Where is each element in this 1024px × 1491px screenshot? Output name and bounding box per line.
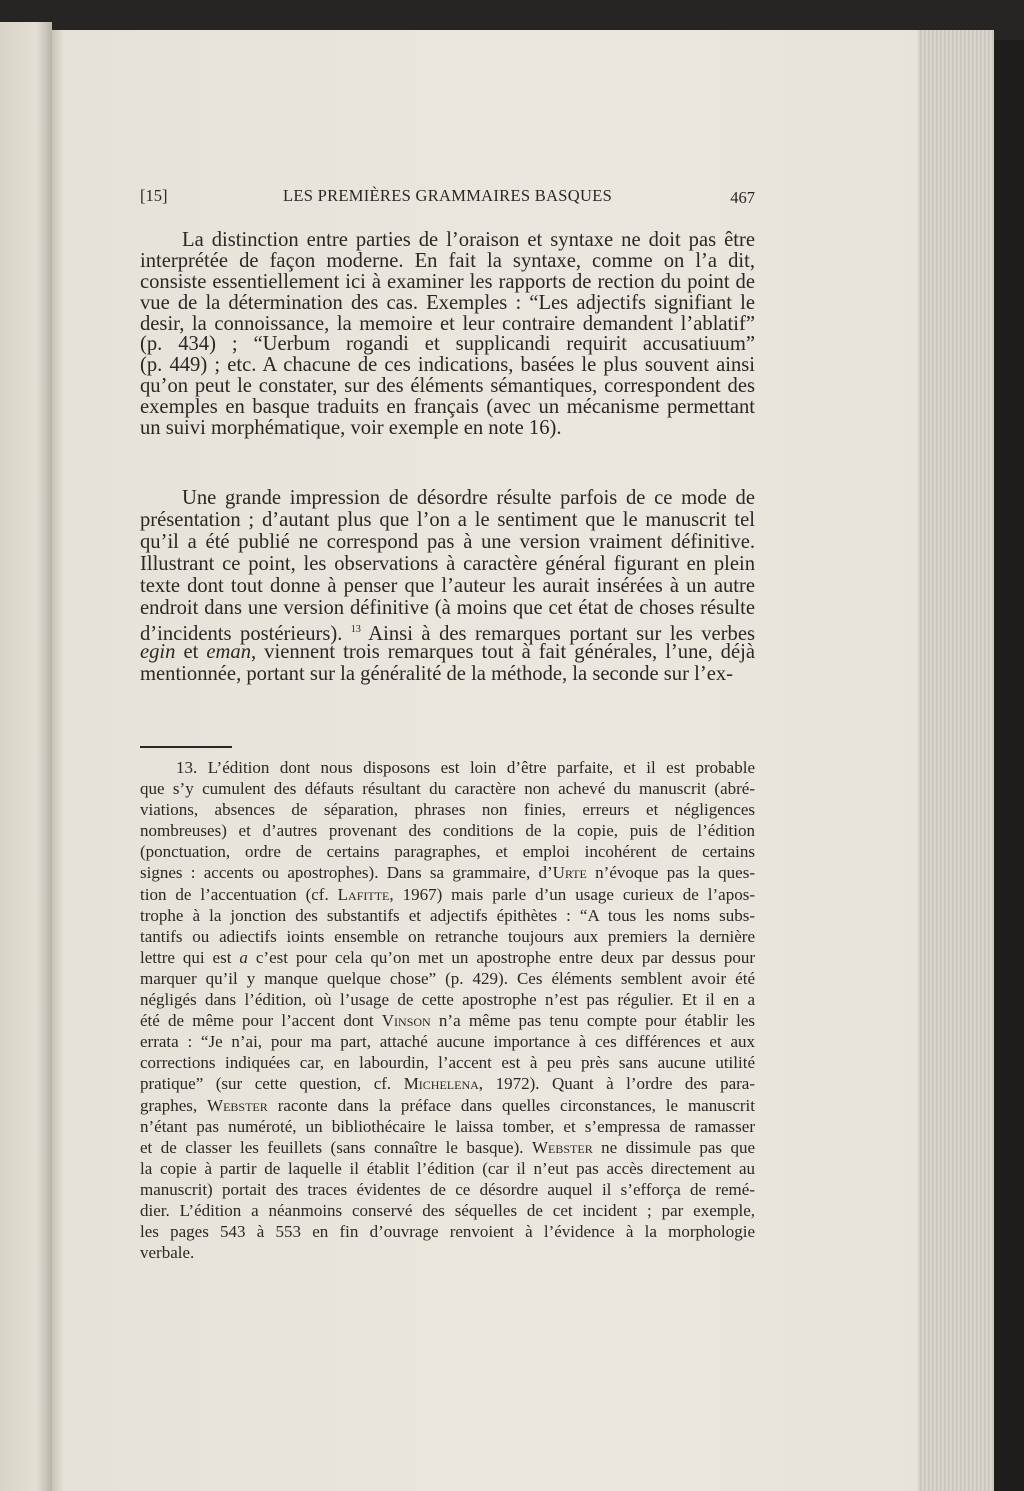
text-segment: (ponctuation, ordre de certains paragraphes, et emploi incohérent de certains [140, 842, 755, 862]
text-line [140, 1010, 755, 1031]
text-line [140, 757, 755, 778]
text-line [140, 1242, 755, 1263]
paragraph-1 [140, 230, 755, 439]
text-segment: qu’il a été publié ne correspond pas à une version vraiment définitive. [140, 531, 755, 553]
text-line [140, 799, 755, 820]
text-line [140, 619, 755, 645]
text-line [140, 884, 755, 905]
text-segment: eman, [206, 641, 257, 663]
text-line [140, 397, 755, 418]
text-segment: que s’y cumulent des défauts résultant du caractère non achevé du manuscrit (abré- [140, 779, 755, 799]
text-line [140, 947, 755, 968]
text-segment: c’est pour cela qu’on met un apostrophe entre deux par dessus pour [247, 947, 756, 967]
text-line [140, 553, 755, 575]
text-segment: Urte [552, 863, 587, 883]
text-line [140, 230, 755, 251]
text-segment: ne dissimule pas que [592, 1137, 756, 1157]
text-segment: n’étant pas numéroté, un bibliothécaire le laissa tomber, et s’empressa de ramasser [140, 1116, 755, 1136]
text-line [140, 597, 755, 619]
text-line [140, 1137, 755, 1158]
text-segment: , 1972). Quant à l’ordre des para- [478, 1074, 756, 1094]
text-segment: signes : accents ou apostrophes). Dans sa grammaire, d’ [140, 863, 553, 883]
text-segment: lettre qui est [140, 947, 240, 967]
text-line [140, 272, 755, 293]
text-segment: qu’on peut le constater, sur des éléments sémantiques, correspondent des [140, 375, 755, 398]
text-line [140, 314, 755, 335]
text-segment: 13. L’édition dont nous disposons est loin d’être parfaite, et il est probable [176, 758, 755, 777]
text-line [140, 1200, 755, 1221]
text-line [140, 862, 755, 883]
text-segment: tion de l’accentuation (cf. [140, 884, 338, 904]
text-segment: egin [140, 641, 176, 663]
text-segment: un suivi morphématique, voir exemple en note 16). [140, 417, 562, 440]
text-line [140, 1179, 755, 1200]
text-line [140, 641, 755, 663]
page-number: 467 [730, 188, 755, 207]
text-line [140, 293, 755, 314]
text-segment: exemples en basque traduits en français (avec un mécanisme permettant [140, 396, 755, 419]
text-line [140, 1031, 755, 1052]
text-segment: , 1967) mais parle d’un usage curieux de l’apos- [389, 884, 755, 904]
text-segment: les pages 543 à 553 en fin d’ouvrage renvoient à l’évidence à la morphologie [140, 1222, 755, 1242]
text-segment: consiste essentiellement ici à examiner les rapports de rection du point de [140, 270, 755, 293]
text-segment: interprétée de façon moderne. En fait la syntaxe, comme on l’a dit, [140, 249, 755, 272]
text-line [140, 968, 755, 989]
text-segment: Michelena [403, 1074, 479, 1094]
text-line [140, 251, 755, 272]
text-segment: mentionnée, portant sur la généralité de la méthode, la seconde sur l’ex- [140, 663, 733, 685]
text-segment: manuscrit) portait des traces évidentes de ce désordre auquel il s’efforça de remé- [140, 1179, 755, 1199]
text-line [140, 820, 755, 841]
text-line [140, 1095, 755, 1116]
scan-background [994, 40, 1024, 1491]
text-segment: été de même pour l’accent dont [140, 1011, 382, 1031]
text-line [140, 1221, 755, 1242]
text-segment: desir, la connoissance, la memoire et leur contraire demandent l’ablatif” [140, 312, 755, 335]
text-line [140, 1052, 755, 1073]
text-line [140, 841, 755, 862]
text-segment: raconte dans la préface dans quelles circonstances, le manuscrit [267, 1095, 755, 1115]
text-line [140, 418, 755, 439]
text-line [140, 905, 755, 926]
text-segment: (p. 449) ; etc. A chacune de ces indications, basées le plus souvent ainsi [140, 354, 755, 377]
text-segment: la copie à partir de laquelle il établit l’édition (car il n’eut pas accès directement au [140, 1158, 755, 1178]
text-segment: viations, absences de séparation, phrases non finies, erreurs et négligences [140, 800, 755, 820]
text-line [140, 663, 755, 685]
text-segment: trophe à la jonction des substantifs et adjectifs épithètes : “A tous les noms subs- [140, 905, 755, 925]
text-segment: vue de la détermination des cas. Exemples : “Les adjectifs signifiant le [140, 291, 755, 314]
running-title: LES PREMIÈRES GRAMMAIRES BASQUES [282, 186, 613, 205]
text-line [140, 531, 755, 553]
text-line [140, 355, 755, 376]
text-segment: Lafitte [337, 884, 390, 904]
text-segment: Webster [207, 1095, 268, 1115]
text-segment: graphes, [140, 1095, 208, 1115]
text-segment: Une grande impression de désordre résulte parfois de ce mode de [182, 487, 755, 509]
text-line [140, 487, 755, 509]
text-segment: verbale. [140, 1243, 195, 1263]
text-segment: (p. 434) ; “Uerbum rogandi et supplicandi requirit accusatiuum” [140, 333, 755, 356]
footnote-separator [140, 746, 232, 748]
text-segment: n’a même pas tenu compte pour établir les [430, 1011, 755, 1031]
footnote-13 [140, 757, 755, 1263]
paragraph-2 [140, 487, 755, 685]
text-segment: pratique” (sur cette question, cf. [140, 1074, 404, 1094]
text-line [140, 376, 755, 397]
text-line [140, 1158, 755, 1179]
text-line [140, 1073, 755, 1094]
text-segment: corrections indiquées car, en labourdin, l’accent est à peu près sans aucune utilité [140, 1053, 755, 1073]
text-segment: présentation ; d’autant plus que l’on a le sentiment que le manuscrit tel [140, 509, 755, 531]
text-segment: Vinson [381, 1011, 431, 1031]
previous-page-edge [0, 22, 52, 1491]
text-segment: n’évoque pas la ques- [586, 863, 755, 883]
text-segment: errata : “Je n’ai, pour ma part, attaché aucune importance à ces différences et aux [140, 1032, 755, 1052]
running-header [140, 186, 755, 208]
text-segment: d’incidents postérieurs). [140, 623, 351, 645]
text-segment: Webster [532, 1137, 593, 1157]
text-line [140, 334, 755, 355]
page-edges [918, 30, 994, 1491]
text-line [140, 778, 755, 799]
text-segment: Illustrant ce point, les observations à caractère général figurant en plein [140, 553, 755, 575]
text-segment: et [175, 641, 207, 663]
text-line [140, 989, 755, 1010]
text-line [140, 1116, 755, 1137]
text-segment: et de classer les feuillets (sans connaître le basque). [140, 1137, 532, 1157]
text-segment: tantifs ou adiectifs ioints ensemble on retranche toujours aux premiers la dernière [140, 926, 755, 946]
text-segment: viennent trois remarques tout à fait générales, l’une, déjà [256, 641, 755, 663]
text-segment: a [239, 947, 248, 967]
text-line [140, 509, 755, 531]
text-segment: texte dont tout donne à penser que l’auteur les aurait insérées à un autre [140, 575, 755, 597]
text-segment: La distinction entre parties de l’oraison et syntaxe ne doit pas être [182, 229, 755, 251]
text-segment: marquer qu’il y manque quelque chose” (p. 429). Ces éléments semblent avoir été [140, 968, 755, 988]
text-segment: dier. L’édition a néanmoins conservé des séquelles de cet incident ; par exemple, [140, 1200, 755, 1220]
text-line [140, 575, 755, 597]
section-number: [15] [140, 186, 168, 205]
text-segment: Ainsi à des remarques portant sur les verbes [360, 623, 755, 645]
text-segment: négligés dans l’édition, où l’usage de cette apostrophe n’est pas régulier. Et il en a [140, 990, 755, 1010]
text-line [140, 926, 755, 947]
text-segment: endroit dans une version définitive (à moins que cet état de choses résulte [140, 597, 755, 619]
footnote-reference: 13 [350, 624, 361, 635]
text-segment: nombreuses) et d’autres provenant des conditions de la copie, puis de l’édition [140, 821, 755, 841]
